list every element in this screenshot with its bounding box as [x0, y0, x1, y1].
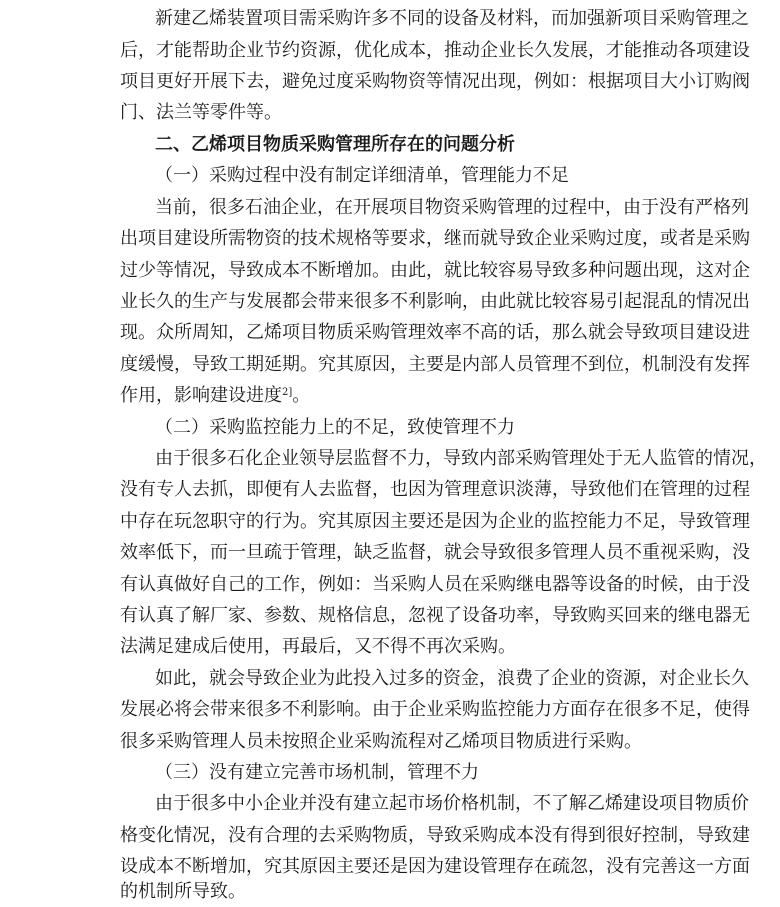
subheading-1: （一）采购过程中没有制定详细清单，管理能力不足 [155, 165, 569, 186]
sub3-line-4: 的机制所导致。 [120, 881, 246, 902]
sub3-line-3: 设成本不断增加，究其原因主要还是因为建设管理存在疏忽，没有完善这一方面 [120, 856, 750, 877]
sub2-p2-line-2: 发展必将会带来很多不利影响。由于企业采购监控能力方面存在很多不足，使得 [120, 699, 750, 720]
citation-ref: 2] [282, 387, 293, 398]
section-heading: 二、乙烯项目物质采购管理所存在的问题分析 [155, 134, 515, 155]
intro-line-2: 后，才能帮助企业节约资源，优化成本，推动企业长久发展，才能推动各项建设 [120, 40, 750, 61]
sub2-p1-line-1: 由于很多石化企业领导层监督不力，导致内部采购管理处于无人监管的情况， [155, 448, 767, 469]
sub2-p1-line-7: 法满足建成后使用，再最后，又不得不再次采购。 [120, 636, 516, 657]
sub2-p2-line-3: 很多采购管理人员未按照企业采购流程对乙烯项目物质进行采购。 [120, 731, 642, 752]
sub1-line-7 [120, 385, 666, 407]
sub1-last-text: 作用，影响建设进度 [120, 385, 282, 406]
sub3-line-1: 由于很多中小企业并没有建立起市场价格机制，不了解乙烯建设项目物质价 [155, 793, 749, 814]
sub2-p1-line-6: 有认真了解厂家、参数、规格信息，忽视了设备功率，导致购买回来的继电器无 [120, 605, 750, 626]
sub2-p1-line-2: 没有专人去抓，即便有人去监督，也因为管理意识淡薄，导致他们在管理的过程 [120, 479, 750, 500]
intro-line-4: 门、法兰等零件等。 [120, 102, 282, 123]
sub1-line-5: 现。众所周知，乙烯项目物质采购管理效率不高的话，那么就会导致项目建设进 [120, 322, 750, 343]
sub1-last-punct: 。 [292, 385, 311, 406]
sub2-p1-line-3: 中存在玩忽职守的行为。究其原因主要还是因为企业的监控能力不足，导致管理 [120, 511, 750, 532]
sub1-line-3: 过少等情况，导致成本不断增加。由此，就比较容易导致多种问题出现，这对企 [120, 260, 750, 281]
subheading-2: （二）采购监控能力上的不足，致使管理不力 [155, 417, 515, 438]
sub1-line-2: 出项目建设所需物资的技术规格等要求，继而就导致企业采购过度，或者是采购 [120, 228, 750, 249]
sub1-line-4: 业长久的生产与发展都会带来很多不利影响，由此就比较容易引起混乱的情况出 [120, 291, 750, 312]
intro-line-3: 项目更好开展下去，避免过度采购物资等情况出现，例如：根据项目大小订购阀 [120, 71, 750, 92]
sub2-p1-line-4: 效率低下，而一旦疏于管理，缺乏监督，就会导致很多管理人员不重视采购，没 [120, 542, 750, 563]
sub1-line-6: 度缓慢，导致工期延期。究其原因，主要是内部人员管理不到位，机制没有发挥 [120, 354, 750, 375]
sub1-line-1: 当前，很多石油企业，在开展项目物资采购管理的过程中，由于没有严格列 [155, 197, 749, 218]
sub3-line-2: 格变化情况，没有合理的去采购物质，导致采购成本没有得到很好控制，导致建 [120, 825, 750, 846]
intro-line-1: 新建乙烯装置项目需采购许多不同的设备及材料，而加强新项目采购管理之 [155, 8, 749, 29]
sub2-p2-line-1: 如此，就会导致企业为此投入过多的资金，浪费了企业的资源，对企业长久 [155, 668, 749, 689]
subheading-3: （三）没有建立完善市场机制，管理不力 [155, 762, 479, 783]
sub2-p1-line-5: 有认真做好自己的工作，例如：当采购人员在采购继电器等设备的时候，由于没 [120, 574, 750, 595]
